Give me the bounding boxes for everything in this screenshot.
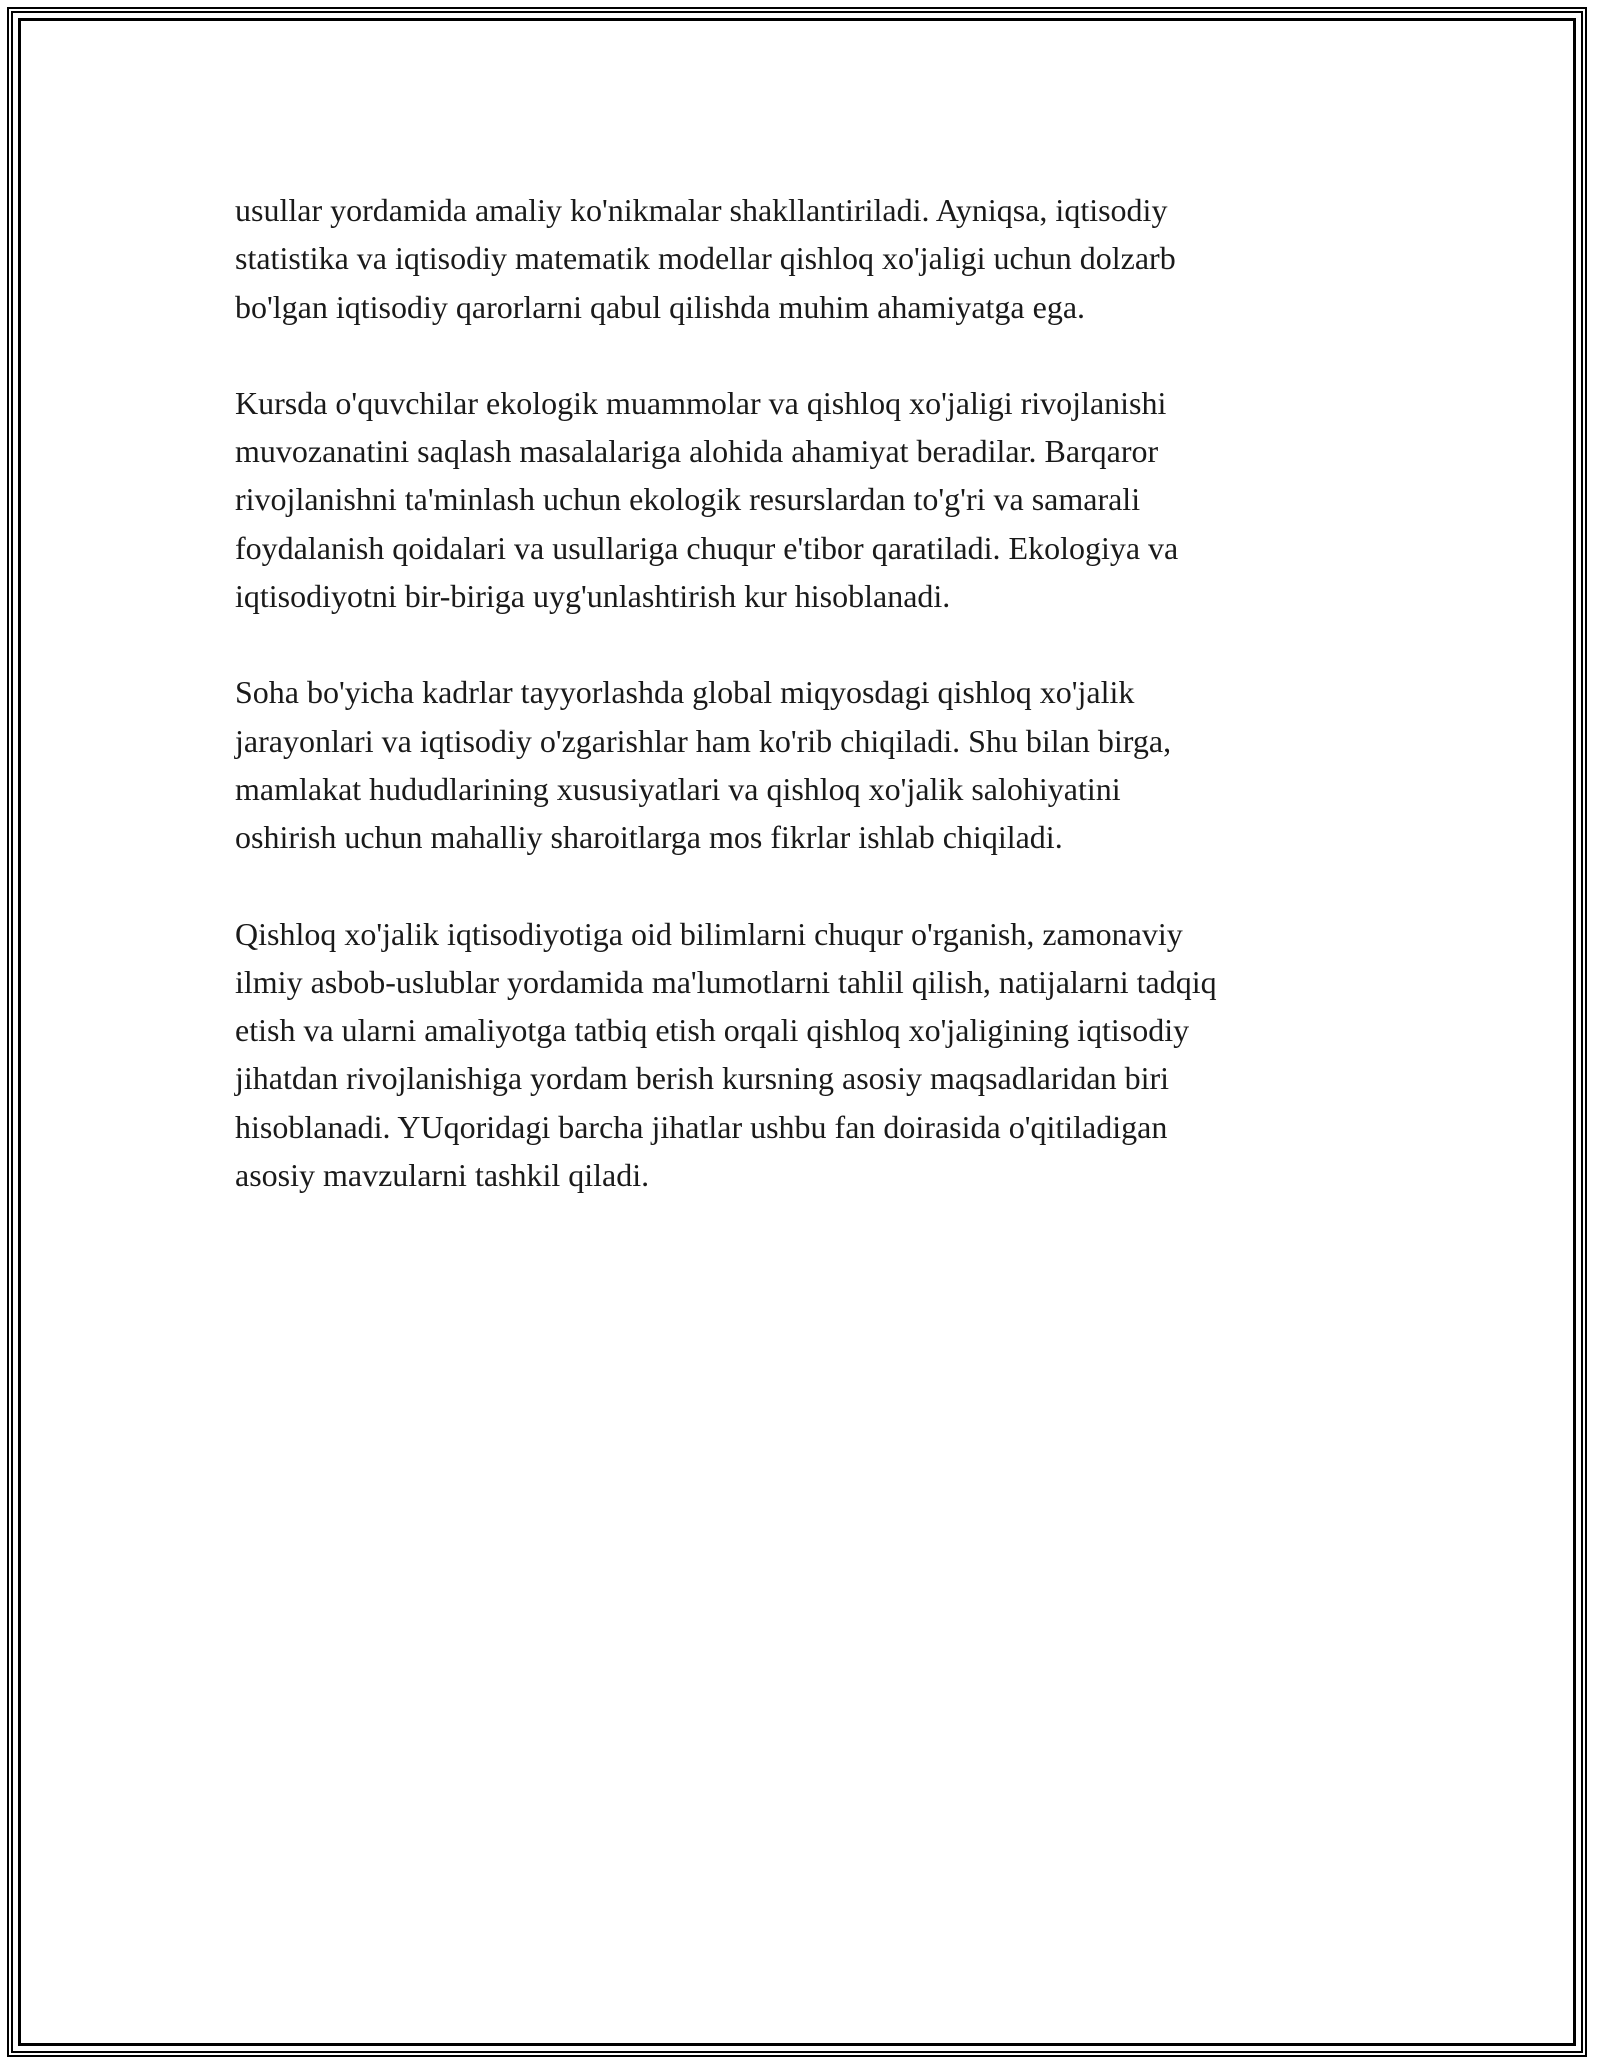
text-line: jarayonlari va iqtisodiy o'zgarishlar ham ko'rib chiqiladi. Shu bilan birga, [235,722,1172,759]
text-line: Qishloq xo'jalik iqtisodiyotiga oid bilimlarni chuqur o'rganish, zamonaviy [235,915,1183,952]
text-line: Kursda o'quvchilar ekologik muammolar va qishloq xo'jaligi rivojlanishi [235,384,1167,421]
paragraph-1 [235,186,1365,331]
text-line: bo'lgan iqtisodiy qarorlarni qabul qilishda muhim ahamiyatga ega. [235,288,1086,325]
text-line: etish va ularni amaliyotga tatbiq etish orqali qishloq xo'jaligining iqtisodiy [235,1012,1190,1049]
paragraph-2 [235,379,1365,620]
text-line: foydalanish qoidalari va usullariga chuqur e'tibor qaratiladi. Ekologiya va [235,529,1179,566]
paragraph-3 [235,668,1365,861]
text-line: muvozanatini saqlash masalalariga alohida ahamiyat beradilar. Barqaror [235,433,1159,470]
text-line: mamlakat hududlarining xususiyatlari va qishloq xo'jalik salohiyatini [235,770,1121,807]
text-line: ilmiy asbob-uslublar yordamida ma'lumotlarni tahlil qilish, natijalarni tadqiq [235,963,1217,1000]
document-body [235,186,1365,1247]
text-line: hisoblanadi. YUqoridagi barcha jihatlar ushbu fan doirasida o'qitiladigan [235,1108,1168,1145]
text-line: usullar yordamida amaliy ko'nikmalar shakllantiriladi. Ayniqsa, iqtisodiy [235,192,1168,228]
paragraph-4 [235,910,1365,1200]
text-line: jihatdan rivojlanishiga yordam berish kursning asosiy maqsadlaridan biri [235,1060,1170,1097]
text-line: Soha bo'yicha kadrlar tayyorlashda global miqyosdagi qishloq xo'jalik [235,674,1135,711]
text-line: rivojlanishni ta'minlash uchun ekologik resurslardan to'g'ri va samarali [235,481,1141,518]
text-line: statistika va iqtisodiy matematik modellar qishloq xo'jaligi uchun dolzarb [235,240,1176,277]
text-line: asosiy mavzularni tashkil qiladi. [235,1157,650,1194]
text-line: oshirish uchun mahalliy sharoitlarga mos fikrlar ishlab chiqiladi. [235,819,1063,856]
text-line: iqtisodiyotni bir-biriga uyg'unlashtirish kur hisoblanadi. [235,578,951,615]
